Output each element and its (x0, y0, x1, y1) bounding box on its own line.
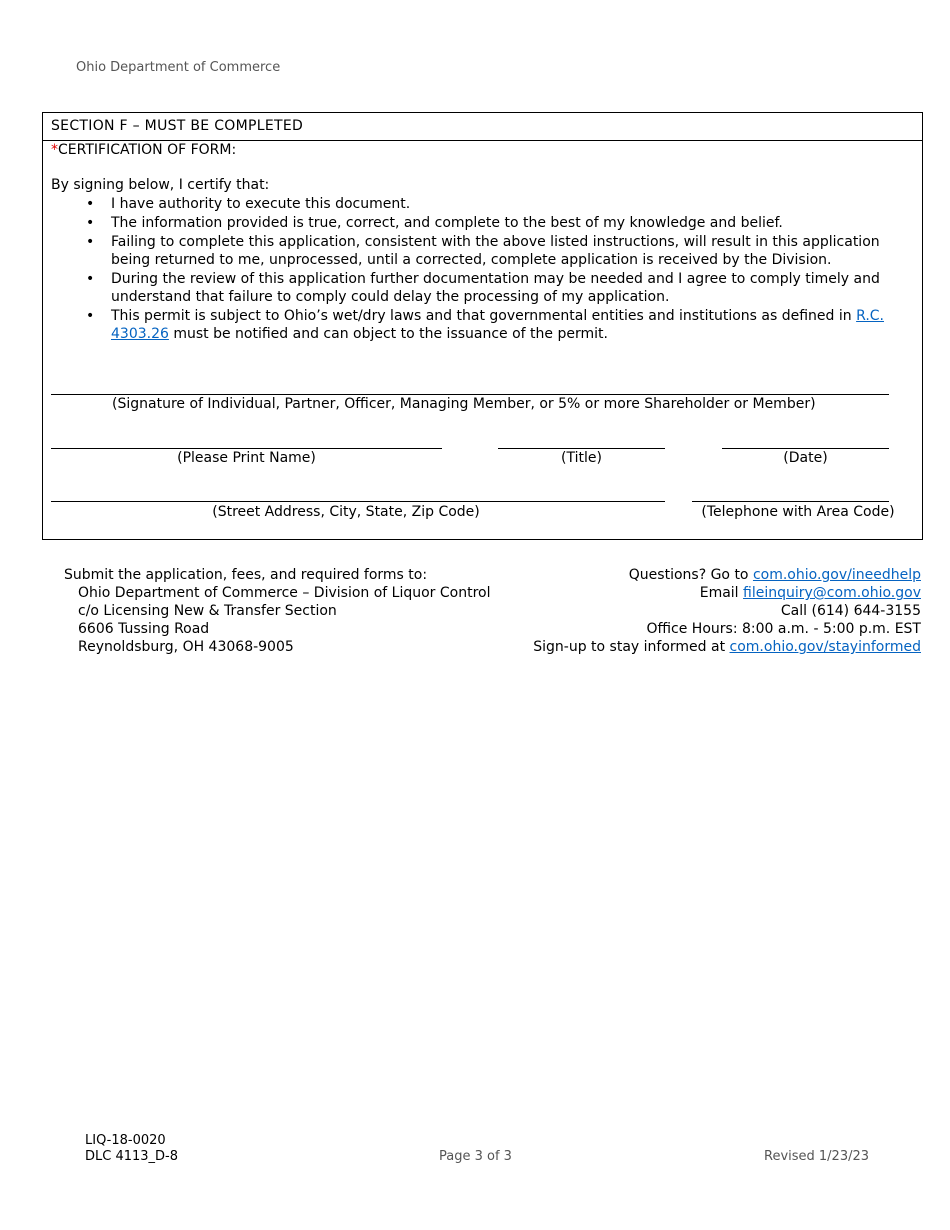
certification-title-text: CERTIFICATION OF FORM: (58, 142, 237, 158)
certification-item: • During the review of this application further documentation may be needed and I agree to comply timely and understand that failure to comply could delay the processing of my application. (111, 270, 901, 306)
certification-intro: By signing below, I certify that: (51, 177, 270, 193)
bullet5-after: must be notified and can object to the issuance of the permit. (168, 326, 608, 342)
email-prefix: Email (699, 585, 744, 601)
email-link[interactable]: fileinquiry@com.ohio.gov (743, 585, 921, 601)
certification-item (111, 307, 901, 343)
page-number: Page 3 of 3 (439, 1149, 512, 1164)
signup-prefix: Sign-up to stay informed at (533, 639, 730, 655)
certification-item: • I have authority to execute this document. (111, 195, 901, 213)
signature-caption: (Signature of Individual, Partner, Officer, Managing Member, or 5% or more Shareholder or Member) (112, 396, 816, 412)
certification-item: • Failing to complete this application, consistent with the above listed instructions, will result in this application being returned to me, unprocessed, until a corrected, complete application is received by the Division. (111, 233, 901, 269)
certification-list (111, 195, 901, 344)
title-caption: (Title) (561, 450, 602, 466)
questions-prefix: Questions? Go to (628, 567, 753, 583)
address-line[interactable] (51, 501, 665, 502)
required-asterisk: * (51, 142, 58, 158)
header-agency: Ohio Department of Commerce (76, 60, 281, 75)
telephone-caption: (Telephone with Area Code) (701, 504, 895, 520)
date-caption: (Date) (783, 450, 828, 466)
telephone-line[interactable] (692, 501, 889, 502)
ineedhelp-link[interactable]: com.ohio.gov/ineedhelp (752, 567, 921, 583)
submit-address-block (64, 566, 491, 656)
submit-line: Ohio Department of Commerce – Division of Liquor Control (78, 585, 491, 601)
section-f-box (42, 112, 923, 540)
section-title-bar (43, 113, 922, 141)
bullet5-before: This permit is subject to Ohio’s wet/dry laws and that governmental entities and institutions as defined in (111, 308, 857, 324)
submit-intro: Submit the application, fees, and required forms to: (64, 567, 428, 583)
date-line[interactable] (722, 448, 889, 449)
certification-title (51, 142, 236, 158)
address-caption: (Street Address, City, State, Zip Code) (212, 504, 480, 520)
dlc-id: DLC 4113_D-8 (85, 1149, 179, 1164)
title-line[interactable] (498, 448, 665, 449)
submit-line: Reynoldsburg, OH 43068-9005 (78, 639, 294, 655)
section-title: SECTION F – MUST BE COMPLETED (51, 118, 304, 134)
questions-line (533, 566, 921, 584)
print-name-line[interactable] (51, 448, 442, 449)
signature-line[interactable] (51, 394, 889, 395)
certification-item: • The information provided is true, correct, and complete to the best of my knowledge and belief. (111, 214, 901, 232)
revised-date: Revised 1/23/23 (764, 1149, 870, 1164)
submit-line: 6606 Tussing Road (78, 621, 210, 637)
phone-line: Call (614) 644-3155 (780, 603, 921, 619)
contact-block (533, 566, 921, 656)
rc-4303-26-link[interactable]: R.C. 4303.26 (111, 308, 884, 342)
footer-form-ids (85, 1133, 178, 1165)
submit-line: c/o Licensing New & Transfer Section (78, 603, 337, 619)
signup-line (533, 638, 921, 656)
form-id: LIQ-18-0020 (85, 1133, 166, 1148)
office-hours: Office Hours: 8:00 a.m. - 5:00 p.m. EST (646, 621, 921, 637)
print-name-caption: (Please Print Name) (177, 450, 316, 466)
stayinformed-link[interactable]: com.ohio.gov/stayinformed (729, 639, 921, 655)
email-line (533, 584, 921, 602)
